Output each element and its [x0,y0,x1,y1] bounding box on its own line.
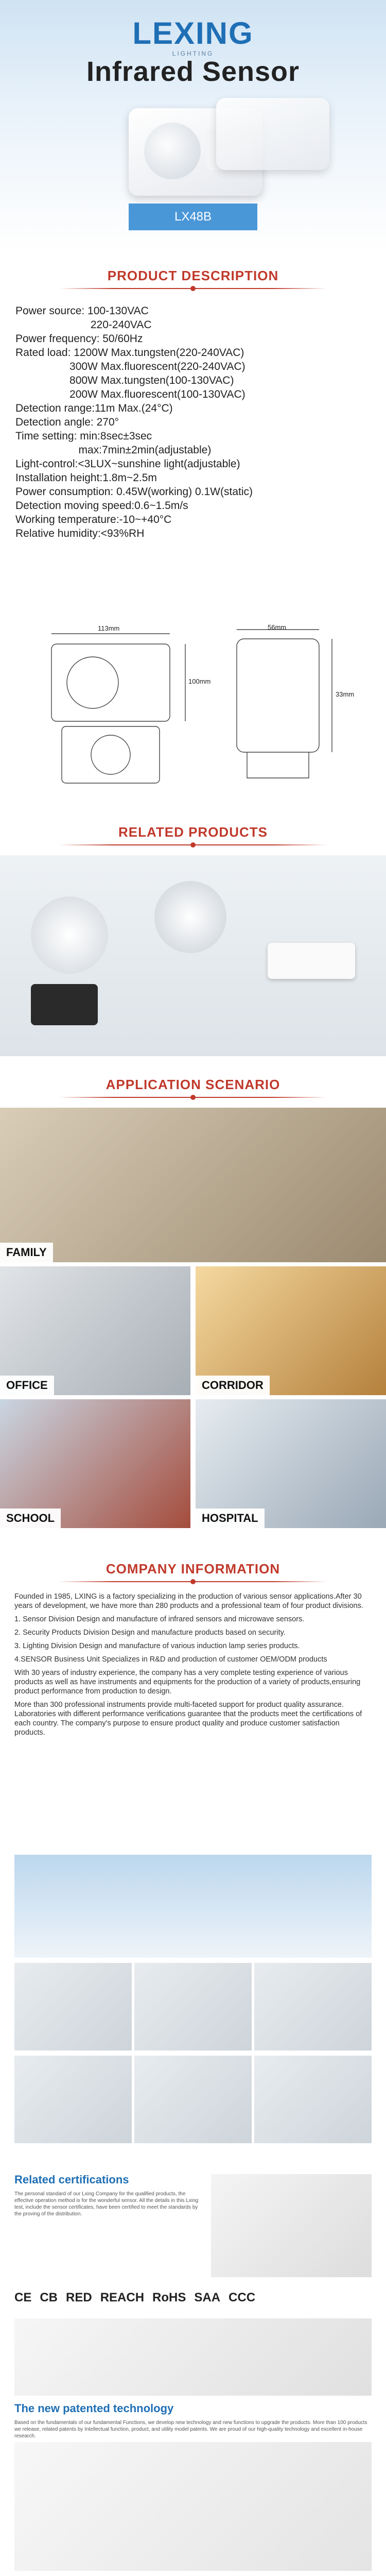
section-title: PRODUCT DESCRIPTION [107,268,279,283]
section-title: COMPANY INFORMATION [106,1561,280,1577]
factory-photo [254,1963,372,2050]
section-application-scenario [0,1077,386,1100]
certificate-documents-image [211,2174,372,2277]
patent-heading: The new patented technology [14,2402,174,2415]
cert-logo: RED [66,2291,92,2304]
company-paragraph: More than 300 professional instruments provide multi-faceted support for product quality assurance. Laboratories with different performance verifications guarantee that the products meet the certifications of each country. The company's purpose to ensure product quality and produce customer satisfaction products. [14,1701,362,1737]
factory-photo [134,2056,252,2143]
model-number: LX48B [129,204,257,230]
section-title: APPLICATION SCENARIO [106,1077,280,1092]
sensor-product-image-2 [216,98,329,170]
certifications-text: The personal standard of our Lxing Company for the qualified products, the effective operation method is for the wonderful sensor. All the details in this Lxing test, include the sensor certificates, have been certified to meet the standards by the proving of the distribution. [14,2191,199,2217]
section-related-products [0,824,386,848]
dimension-drawing [31,623,360,793]
scenario-school-image [0,1399,190,1528]
dim-height: 100mm [188,677,211,685]
certificate-strip-image [14,2318,372,2396]
spec-line: Power source: 100-130VAC [15,305,149,317]
spec-line: Relative humidity:<93%RH [15,528,145,539]
scenario-family-image [0,1108,386,1262]
patent-text: Based on the fundamentals of our fundamental Functions, we develop new technology and new functions to upgrade the products. More than 100 products we release, related patents by Intellectual function, product, and utility model patents. We are proud of our high-quality technology and excellent in-house research. [14,2420,367,2439]
spec-line: Power frequency: 50/60Hz [15,333,143,345]
scenario-hospital-image [196,1399,386,1528]
related-products-image [0,855,386,1056]
spec-line: Detection angle: 270° [15,416,119,428]
section-product-description [0,268,386,291]
hero-title: Infrared Sensor [86,56,300,87]
cert-logo: CE [14,2291,32,2304]
dim-depth: 56mm [268,623,287,631]
brand-logo [0,15,386,57]
spec-line: max:7min±2min(adjustable) [15,444,212,456]
company-info-text [14,1592,372,1741]
scenario-office-image [0,1266,190,1395]
spec-line: 200W Max.fluorescent(100-130VAC) [15,388,245,400]
hero-banner [0,0,386,252]
spec-line: Detection range:11m Max.(24°C) [15,402,173,414]
scenario-label: SCHOOL [0,1509,61,1528]
spec-line: Working temperature:-10~+40°C [15,514,172,526]
cert-logo: RoHS [152,2291,186,2304]
spec-line: Time setting: min:8sec±3sec [15,430,152,442]
scenario-corridor-image [196,1266,386,1395]
factory-photo [254,2056,372,2143]
patent-certificates-image [14,2442,372,2571]
company-paragraph: 1. Sensor Division Design and manufacture of infrared sensors and microwave sensors. [14,1615,305,1623]
section-company-information [0,1561,386,1584]
company-building-image [14,1855,372,1958]
logo-tagline: LIGHTING [172,50,214,57]
company-paragraph: 3. Lighting Division Design and manufacture of various induction lamp series products. [14,1642,300,1650]
scenario-label: HOSPITAL [196,1509,265,1528]
dim-width: 113mm [98,624,120,632]
cert-logo: CCC [229,2291,256,2304]
spec-list [15,304,371,540]
factory-photo [14,2056,132,2143]
factory-photo [134,1963,252,2050]
cert-logo: SAA [194,2291,221,2304]
scenario-label: FAMILY [0,1243,53,1262]
section-title: RELATED PRODUCTS [118,824,268,840]
company-paragraph: 2. Security Products Division Design and manufacture products based on security. [14,1629,286,1637]
company-paragraph: With 30 years of industry experience, the company has a very complete testing experience of various products as well as have instruments and equipments for the production of a variety of products,ensuring product performance from production to design. [14,1669,361,1696]
company-paragraph: 4.SENSOR Business Unit Specializes in R&D and production of customer OEM/ODM products [14,1655,327,1664]
scenario-label: CORRIDOR [196,1376,270,1395]
spec-line: Rated load: 1200W Max.tungsten(220-240VAC) [15,347,244,359]
logo-wordmark: LEXING [132,16,254,50]
spec-line: 800W Max.tungsten(100-130VAC) [15,375,234,386]
cert-logo: CB [40,2291,58,2304]
scenario-label: OFFICE [0,1376,54,1395]
company-paragraph: Founded in 1985, LXING is a factory specializing in the production of various sensor applications.After 30 years of development, we have more than 280 products and a professional team of four product divisions. [14,1592,363,1610]
certifications-heading: Related certifications [14,2173,129,2186]
certification-logos [14,2282,372,2313]
factory-photo [14,1963,132,2050]
spec-line: 220-240VAC [15,319,152,331]
dim-side: 33mm [336,690,355,698]
spec-line: Light-control:<3LUX~sunshine light(adjustable) [15,458,240,470]
spec-line: Detection moving speed:0.6~1.5m/s [15,500,188,512]
spec-line: 300W Max.fluorescent(220-240VAC) [15,361,245,372]
cert-logo: REACH [100,2291,145,2304]
spec-line: Installation height:1.8m~2.5m [15,472,157,484]
spec-line: Power consumption: 0.45W(working) 0.1W(static) [15,486,253,498]
